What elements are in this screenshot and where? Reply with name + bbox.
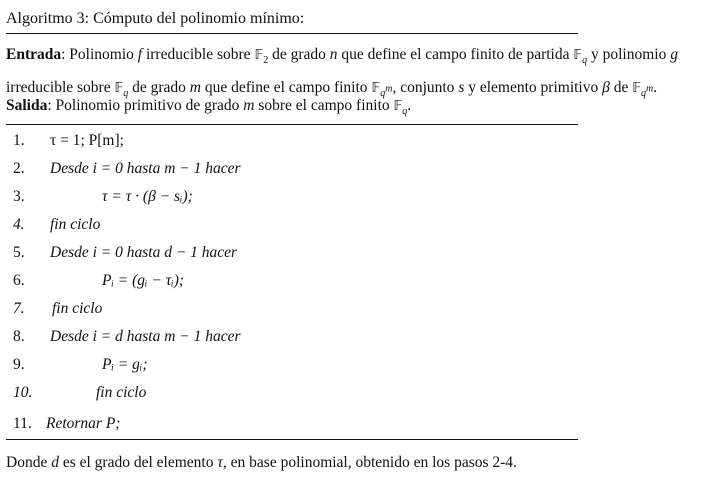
- math-beta: β: [602, 79, 610, 97]
- math-g: g: [670, 46, 678, 63]
- entrada-text: irreducible sobre: [142, 46, 255, 63]
- step-number: 10.: [13, 384, 33, 401]
- step-number: 3.: [13, 188, 25, 205]
- entrada-text: : Polinomio: [61, 46, 138, 63]
- step-number: 9.: [13, 356, 25, 373]
- step-number: 8.: [13, 328, 25, 345]
- step-number: 6.: [13, 272, 25, 289]
- footer-note: [6, 454, 517, 472]
- entrada-text: que define el campo finito: [200, 79, 372, 97]
- math-subscript: q: [582, 55, 588, 67]
- step-code: fin ciclo: [96, 384, 147, 401]
- step-code: τ = 1; P[m];: [50, 132, 124, 149]
- math-field-F: 𝔽: [371, 81, 381, 97]
- entrada-text: de: [609, 79, 633, 97]
- math-superscript: m: [385, 83, 393, 95]
- math-m: m: [243, 97, 255, 114]
- footer-text: es el grado del elemento: [58, 454, 218, 471]
- step-number: 2.: [13, 160, 25, 177]
- step-number: 7.: [13, 300, 25, 317]
- math-field-F: 𝔽: [393, 99, 403, 114]
- math-field-F: 𝔽: [114, 81, 124, 97]
- entrada-text: .: [653, 79, 658, 97]
- step-number: 11.: [13, 415, 32, 432]
- math-f: f: [137, 46, 143, 63]
- step-number: 5.: [13, 244, 25, 261]
- entrada-label: Entrada: [6, 46, 62, 63]
- step-code: fin ciclo: [52, 300, 103, 317]
- math-m: m: [189, 79, 201, 97]
- math-subscript-base: q: [641, 88, 647, 100]
- algorithm-title: Algoritmo 3: Cómputo del polinomio mínimo:: [6, 10, 305, 27]
- math-n: n: [329, 46, 338, 63]
- header-rule: [6, 124, 578, 125]
- step-code: Desde i = d hasta m − 1 hacer: [50, 328, 241, 345]
- step-code: τ = τ · (β − sᵢ);: [102, 188, 193, 205]
- entrada-text: de grado: [268, 46, 330, 63]
- step-code: Pᵢ = gᵢ;: [102, 356, 148, 373]
- salida-text: sobre el campo finito: [254, 97, 394, 114]
- salida-text: : Polinomio primitivo de grado: [47, 97, 244, 114]
- entrada-text: , conjunto: [392, 79, 459, 97]
- step-number: 4.: [13, 216, 25, 233]
- math-s: s: [458, 79, 465, 97]
- math-field-F: 𝔽: [254, 48, 264, 63]
- entrada-text: que define el campo finito de partida: [337, 46, 574, 63]
- salida-label: Salida: [6, 97, 48, 114]
- math-subscript: q: [402, 106, 408, 118]
- footer-text: , en base polinomial, obtenido en los pasos 2-4.: [222, 454, 517, 471]
- salida-text: .: [407, 97, 412, 114]
- math-subscript: q: [123, 88, 129, 100]
- step-code: Retornar P;: [46, 415, 121, 432]
- entrada-text: de grado: [128, 79, 190, 97]
- math-subscript: [641, 83, 654, 100]
- footer-text: Donde: [6, 454, 52, 471]
- step-code: Desde i = 0 hasta d − 1 hacer: [50, 244, 238, 261]
- step-code: fin ciclo: [50, 216, 101, 233]
- math-d: d: [51, 454, 59, 471]
- math-tau: τ: [217, 454, 223, 471]
- math-subscript: 2: [263, 55, 269, 67]
- entrada-text: y polinomio: [587, 46, 671, 63]
- step-code: Pᵢ = (gᵢ − τᵢ);: [102, 272, 185, 289]
- title-rule: [6, 33, 578, 34]
- entrada-text: irreducible sobre: [6, 79, 115, 97]
- step-code: Desde i = 0 hasta m − 1 hacer: [50, 160, 241, 177]
- math-superscript: m: [646, 83, 654, 95]
- footer-rule: [6, 439, 578, 440]
- math-subscript-base: q: [380, 88, 386, 100]
- math-field-F: 𝔽: [632, 81, 642, 97]
- entrada-text: y elemento primitivo: [464, 79, 603, 97]
- math-field-F: 𝔽: [573, 48, 583, 63]
- step-number: 1.: [13, 132, 25, 149]
- salida-section: [6, 97, 411, 117]
